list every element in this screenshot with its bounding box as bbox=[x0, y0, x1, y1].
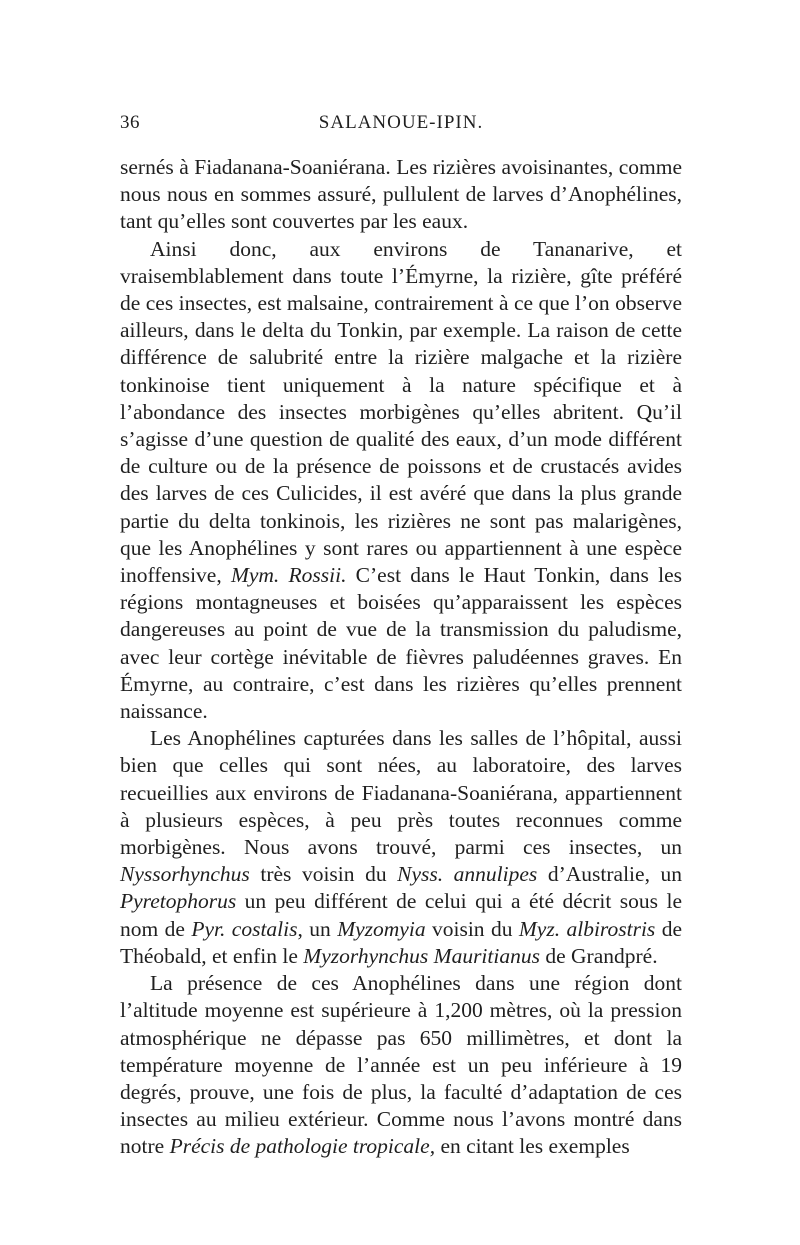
paragraph bbox=[120, 236, 682, 726]
text-run: un peu différent de celui qui a été décrit sous le nom de bbox=[120, 889, 682, 941]
text-run: C’est dans le Haut Tonkin, dans les régions montagneuses et boisées qu’apparaissent les espèces dangereuses au point de vue de la transmission du paludisme, avec leur cortège inévitable de fièvres paludéennes graves. En Émyrne, au contraire, c’est dans les rizières qu’elles prennent naissance. bbox=[120, 563, 682, 724]
italic-term: Nyssorhynchus bbox=[120, 862, 250, 887]
italic-term: Mym. Rossii. bbox=[230, 563, 347, 588]
italic-term: Myzorhynchus Mauritianus bbox=[303, 943, 540, 968]
text-run: La présence de ces Anophélines dans une région dont l’altitude moyenne est supérieure à 1,200 mètres, où la pression atmosphérique ne dépasse pas 650 millimètres, et dont la température moyenne de l’année est un peu inférieure à 19 degrés, prouve, une fois de plus, la faculté d’adaptation de ces insectes au milieu extérieur. Comme nous l’avons montré dans notre bbox=[120, 971, 682, 1159]
text-run: en citant les exemples bbox=[435, 1134, 630, 1159]
italic-term: Pyretophorus bbox=[120, 889, 237, 914]
text-run: sernés à Fiadanana-Soaniérana. Les rizières avoisinantes, comme nous nous en sommes assuré, pullulent de larves d’Anophélines, tant qu’elles sont couvertes par les eaux. bbox=[120, 155, 682, 234]
text-run: , un bbox=[297, 916, 338, 941]
text-run: de Grandpré. bbox=[539, 943, 658, 968]
body-text bbox=[120, 154, 682, 1161]
italic-term: Myzomyia bbox=[337, 916, 426, 941]
italic-term: Précis de pathologie tropicale, bbox=[169, 1134, 436, 1159]
text-run: d’Australie, un bbox=[537, 862, 682, 887]
running-title: SALANOUE-IPIN. bbox=[318, 112, 484, 133]
text-run: de Théobald, et enfin le bbox=[120, 916, 682, 968]
text-run: voisin du bbox=[425, 916, 519, 941]
running-head bbox=[120, 112, 682, 142]
italic-term: Nyss. annulipes bbox=[397, 862, 538, 887]
text-run: Ainsi donc, aux environs de Tananarive, et vraisemblablement dans toute l’Émyrne, la rizière, gîte préféré de ces insectes, est malsaine, contrairement à ce que l’on observe ailleurs, dans le delta du Tonkin, par exemple. La raison de cette différence de salubrité entre la rizière malgache et la rizière tonkinoise tient uniquement à la nature spécifique et à l’abondance des insectes morbigènes qu’elles abritent. Qu’il s’agisse d’une question de qualité des eaux, d’un mode différent de culture ou de la présence de poissons et de crustacés avides des larves de ces Culicides, il est avéré que dans la plus grande partie du delta tonkinois, les rizières ne sont pas malarigènes, que les Anophélines y sont rares ou appartiennent à une espèce inoffensive, bbox=[120, 236, 682, 588]
text-run: très voisin du bbox=[249, 862, 398, 887]
text-run: Les Anophélines capturées dans les salles de l’hôpital, aussi bien que celles qui sont nées, au laboratoire, des larves recueillies aux environs de Fiadanana-Soaniérana, appartiennent à plusieurs espèces, à peu près toutes reconnues comme morbigènes. Nous avons trouvé, parmi ces insectes, un bbox=[120, 726, 682, 860]
page-number: 36 bbox=[120, 112, 140, 133]
book-page bbox=[120, 112, 682, 1161]
paragraph bbox=[120, 970, 682, 1160]
italic-term: Pyr. costalis bbox=[191, 916, 298, 941]
paragraph bbox=[120, 725, 682, 970]
paragraph bbox=[120, 154, 682, 236]
italic-term: Myz. albirostris bbox=[518, 916, 656, 941]
